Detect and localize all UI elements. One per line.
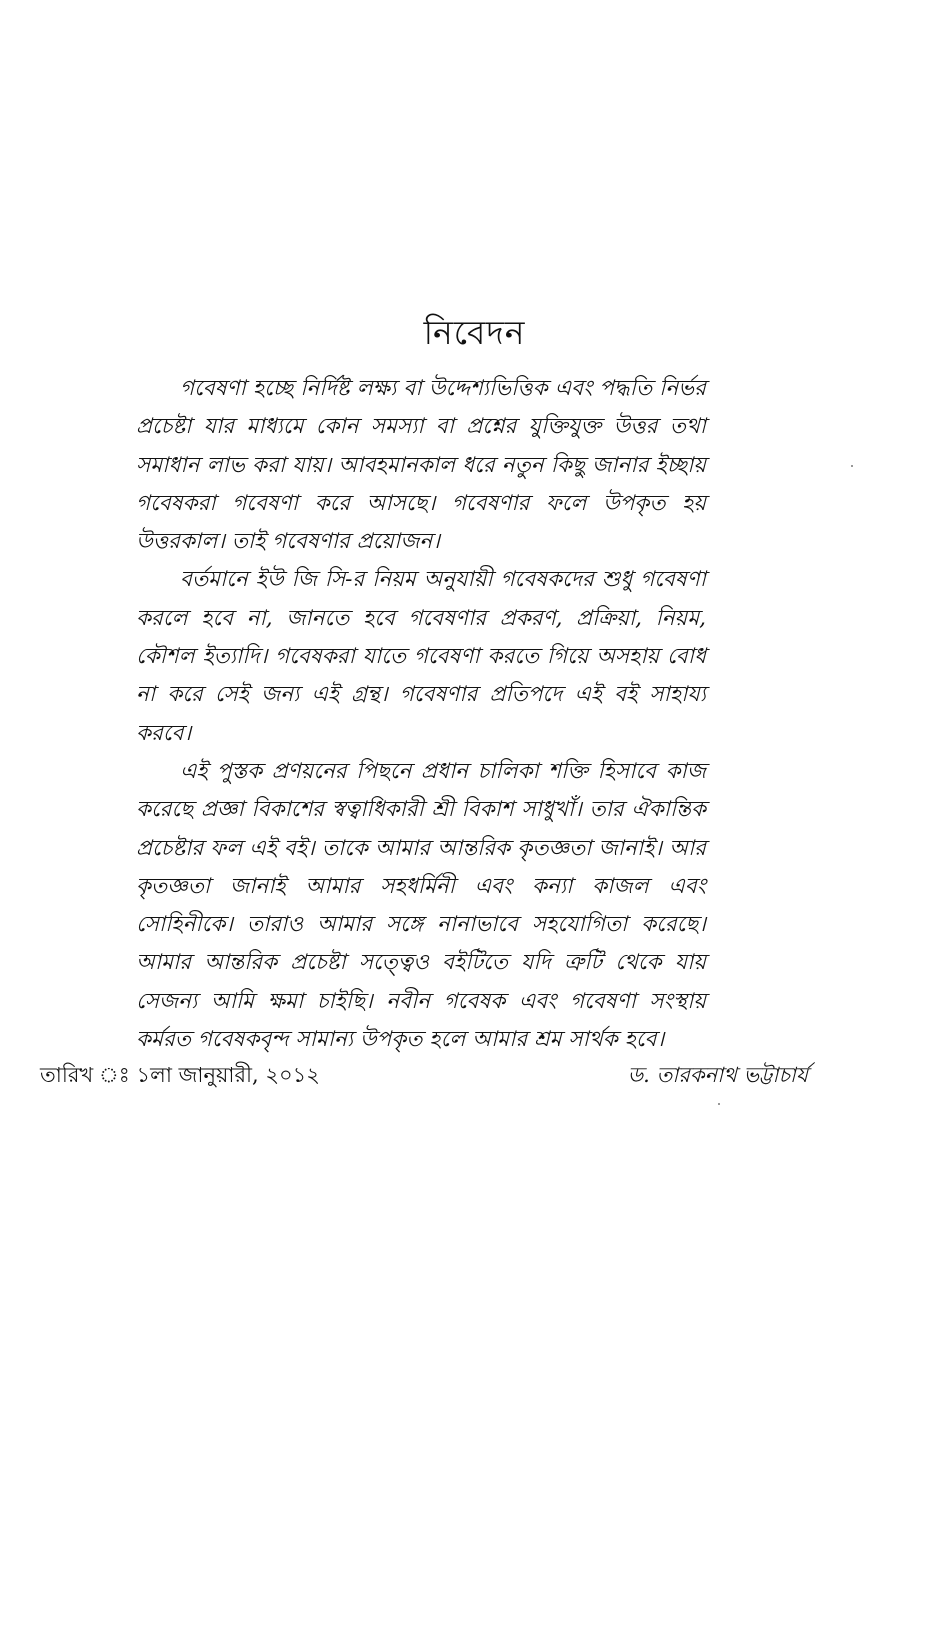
paragraph-1: গবেষণা হচ্ছে নির্দিষ্ট লক্ষ্য বা উদ্দেশ্যভিত্তিক এবং পদ্ধতি নির্ভর প্রচেষ্টা যার মাধ্যমে কোন সমস্যা বা প্রশ্নের যুক্তিযুক্ত উত্তর তথা সমাধান লাভ করা যায়। আবহমানকাল ধরে নতুন কিছু জানার ইচ্ছায় গবেষকরা গবেষণা করে আসছে। গবেষণার ফলে উপকৃত হয় উত্তরকাল। তাই গবেষণার প্রয়োজন। bbox=[136, 376, 706, 555]
preface-body bbox=[136, 370, 706, 1059]
author-signature: ড. তারকনাথ ভট্টাচার্য bbox=[627, 1063, 808, 1087]
page-title: নিবেদন bbox=[423, 313, 526, 352]
paragraph-3: এই পুস্তক প্রণয়নের পিছনে প্রধান চালিকা শক্তি হিসাবে কাজ করেছে প্রজ্ঞা বিকাশের স্বত্বাধিকারী শ্রী বিকাশ সাধুখাঁ। তার ঐকান্তিক প্রচেষ্টার ফল এই বই। তাকে আমার আন্তরিক কৃতজ্ঞতা জানাই। আর কৃতজ্ঞতা জানাই আমার সহধর্মিনী এবং কন্যা কাজল এবং সোহিনীকে। তারাও আমার সঙ্গে নানাভাবে সহযোগিতা করেছে। আমার আন্তরিক প্রচেষ্টা সত্ত্বেও বইটিতে যদি ত্রুটি থেকে যায় সেজন্য আমি ক্ষমা চাইছি। নবীন গবেষক এবং গবেষণা সংস্থায় কর্মরত গবেষকবৃন্দ সামান্য উপকৃত হলে আমার শ্রম সার্থক হবে। bbox=[136, 758, 706, 1053]
scan-speck bbox=[718, 1103, 720, 1105]
date-line: তারিখ ঃ ১লা জানুয়ারী, ২০১২ bbox=[40, 1063, 320, 1087]
paragraph-2: বর্তমানে ইউ জি সি-র নিয়ম অনুযায়ী গবেষকদের শুধু গবেষণা করলে হবে না, জানতে হবে গবেষণার প্রকরণ, প্রক্রিয়া, নিয়ম, কৌশল ইত্যাদি। গবেষকরা যাতে গবেষণা করতে গিয়ে অসহায় বোধ না করে সেই জন্য এই গ্রন্থ। গবেষণার প্রতিপদে এই বই সাহায্য করবে। bbox=[136, 567, 706, 746]
scan-speck bbox=[851, 465, 853, 467]
